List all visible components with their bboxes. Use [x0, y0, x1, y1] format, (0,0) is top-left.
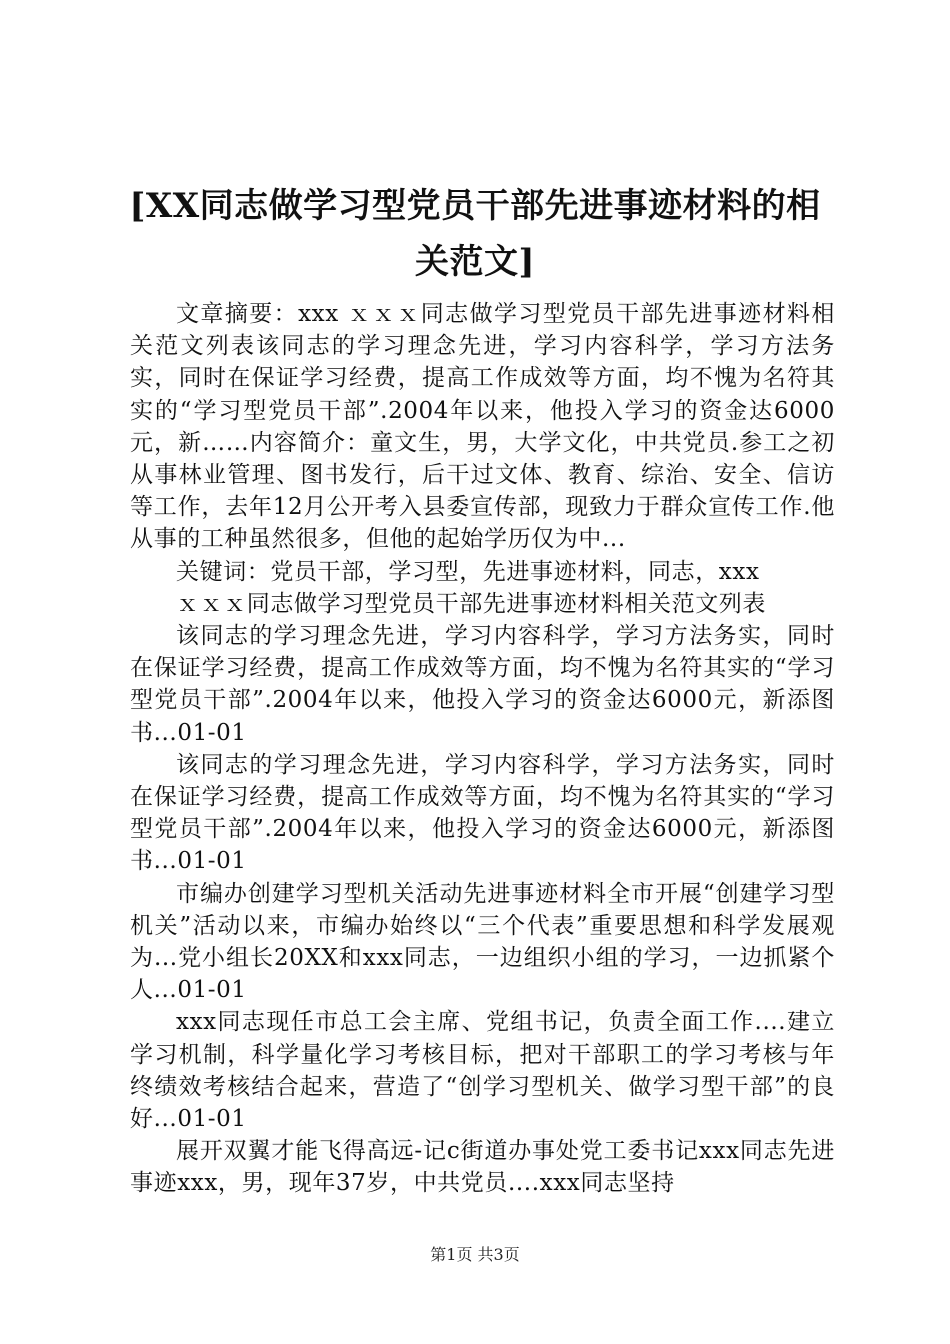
abstract-paragraph: 文章摘要：xxx ｘｘｘ同志做学习型党员干部先进事迹材料相关范文列表该同志的学习理念先进，学习内容科学，学习方法务实，同时在保证学习经费，提高工作成效等方面，均不愧为名符其实的“学习型党员干部”.2004年以来，他投入学习的资金达6000元，新……内容简介：童文生，男，大学文化，中共党员.参工之初从事林业管理、图书发行，后干过文体、教育、综治、安全、信访等工作，去年12月公开考入县委宣传部，现致力于群众宣传工作.他从事的工种虽然很多，但他的起始学历仅为中...: [130, 301, 835, 553]
body-paragraph: 该同志的学习理念先进，学习内容科学，学习方法务实，同时在保证学习经费，提高工作成效等方面，均不愧为名符其实的“学习型党员干部”.2004年以来，他投入学习的资金达6000元，新添图书...01-01: [130, 623, 835, 746]
page-number-footer: 第1页 共3页: [430, 1245, 520, 1264]
body-paragraph: 该同志的学习理念先进，学习内容科学，学习方法务实，同时在保证学习经费，提高工作成效等方面，均不愧为名符其实的“学习型党员干部”.2004年以来，他投入学习的资金达6000元，新添图书...01-01: [130, 751, 835, 875]
body-paragraph: 展开双翼才能飞得高远-记c街道办事处党工委书记xxx同志先进事迹xxx，男，现年37岁，中共党员....xxx同志坚持: [130, 1138, 835, 1197]
list-heading-paragraph: ｘｘｘ同志做学习型党员干部先进事迹材料相关范文列表: [176, 590, 766, 617]
body-paragraph: 市编办创建学习型机关活动先进事迹材料全市开展“创建学习型机关”活动以来，市编办始终以“三个代表”重要思想和科学发展观为...党小组长20XX和xxx同志，一边组织小组的学习，一边抓紧个人...01-01: [130, 880, 835, 1004]
keywords-paragraph: 关键词：党员干部，学习型，先进事迹材料，同志，xxx: [176, 558, 760, 585]
document-title: [XX同志做学习型党员干部先进事迹材料的相关范文]: [129, 186, 821, 282]
document-body: [130, 298, 835, 1200]
body-paragraph: xxx同志现任市总工会主席、党组书记，负责全面工作....建立学习机制，科学量化学习考核目标，把对干部职工的学习考核与年终绩效考核结合起来，营造了“创学习型机关、做学习型干部”的良好...01-01: [130, 1009, 835, 1133]
